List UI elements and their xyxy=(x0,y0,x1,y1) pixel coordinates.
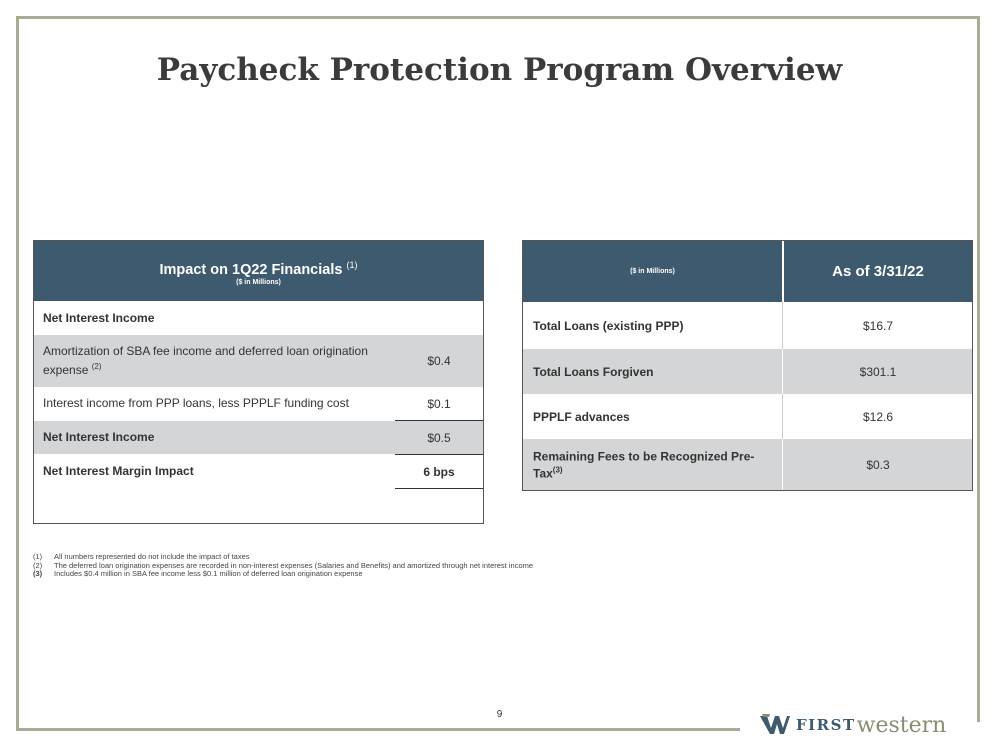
footnote xyxy=(33,570,533,579)
table-row xyxy=(523,302,972,349)
row-label: PPPLF advances xyxy=(533,409,630,424)
table-row xyxy=(523,349,972,394)
table-row xyxy=(34,455,483,488)
page-number: 9 xyxy=(496,709,503,720)
table-row xyxy=(523,394,972,439)
financial-impact-subtitle: ($ in Millions) xyxy=(236,278,281,286)
logo-text-western: western xyxy=(856,712,947,738)
row-label: Total Loans Forgiven xyxy=(533,364,654,379)
table-row xyxy=(34,421,483,454)
row-label xyxy=(43,344,393,378)
row-label: Interest income from PPP loans, less PPPLF funding cost xyxy=(43,396,349,410)
row-label-text: Amortization of SBA fee income and deferred loan origination expense xyxy=(43,344,368,377)
column-divider xyxy=(782,302,783,349)
row-value: $301.1 xyxy=(859,364,897,379)
financial-impact-header xyxy=(34,241,483,301)
row-label xyxy=(533,449,773,480)
logo-text-first: FIRST xyxy=(796,716,856,734)
row-label-note: (3) xyxy=(552,465,563,474)
financial-impact-table xyxy=(33,240,484,524)
row-value: $0.5 xyxy=(427,430,451,445)
row-label-text: Remaining Fees to be Recognized Pre-Tax xyxy=(533,449,755,480)
row-label: Net Interest Income xyxy=(43,430,155,444)
financial-impact-title-note: (1) xyxy=(346,260,358,270)
table-row xyxy=(34,387,483,420)
column-divider xyxy=(782,439,783,490)
ppp-summary-table xyxy=(522,240,973,491)
footnotes xyxy=(33,553,533,579)
ppp-summary-units: ($ in Millions) xyxy=(630,268,675,275)
column-divider xyxy=(782,394,783,439)
table-row xyxy=(523,439,972,490)
column-divider xyxy=(782,349,783,394)
footnote-number: (2) xyxy=(33,560,43,570)
w-logo-icon xyxy=(760,714,790,736)
footnote-text: All numbers represented do not include the impact of taxes xyxy=(54,552,250,561)
ppp-summary-header xyxy=(523,241,972,302)
row-label-note: (2) xyxy=(91,362,102,371)
table-row xyxy=(34,335,483,387)
footnote-text: The deferred loan origination expenses are recorded in non-interest expenses (Salaries and Benefits) and amortized through net interest income xyxy=(54,560,534,570)
row-value: $12.6 xyxy=(862,409,894,424)
value-underline xyxy=(395,488,483,489)
footnote-number: (3) xyxy=(33,569,43,578)
page-title: Paycheck Protection Program Overview xyxy=(156,52,843,88)
row-label: Net Interest Income xyxy=(43,311,155,325)
row-label: Total Loans (existing PPP) xyxy=(533,318,684,333)
company-logo xyxy=(760,711,946,739)
row-label: Net Interest Margin Impact xyxy=(43,464,194,478)
row-value: $0.3 xyxy=(866,457,890,472)
footnote-text: Includes $0.4 million in SBA fee income less $0.1 million of deferred loan origination expense xyxy=(54,569,363,578)
footnote-number: (1) xyxy=(33,552,43,561)
row-value: $16.7 xyxy=(862,318,894,333)
row-value: $0.1 xyxy=(427,396,451,411)
table-row xyxy=(34,302,483,335)
row-value: 6 bps xyxy=(423,464,455,479)
financial-impact-title-text: Impact on 1Q22 Financials xyxy=(159,261,343,278)
row-value: $0.4 xyxy=(427,354,451,368)
ppp-summary-date: As of 3/31/22 xyxy=(832,263,924,280)
financial-impact-title xyxy=(34,241,483,278)
